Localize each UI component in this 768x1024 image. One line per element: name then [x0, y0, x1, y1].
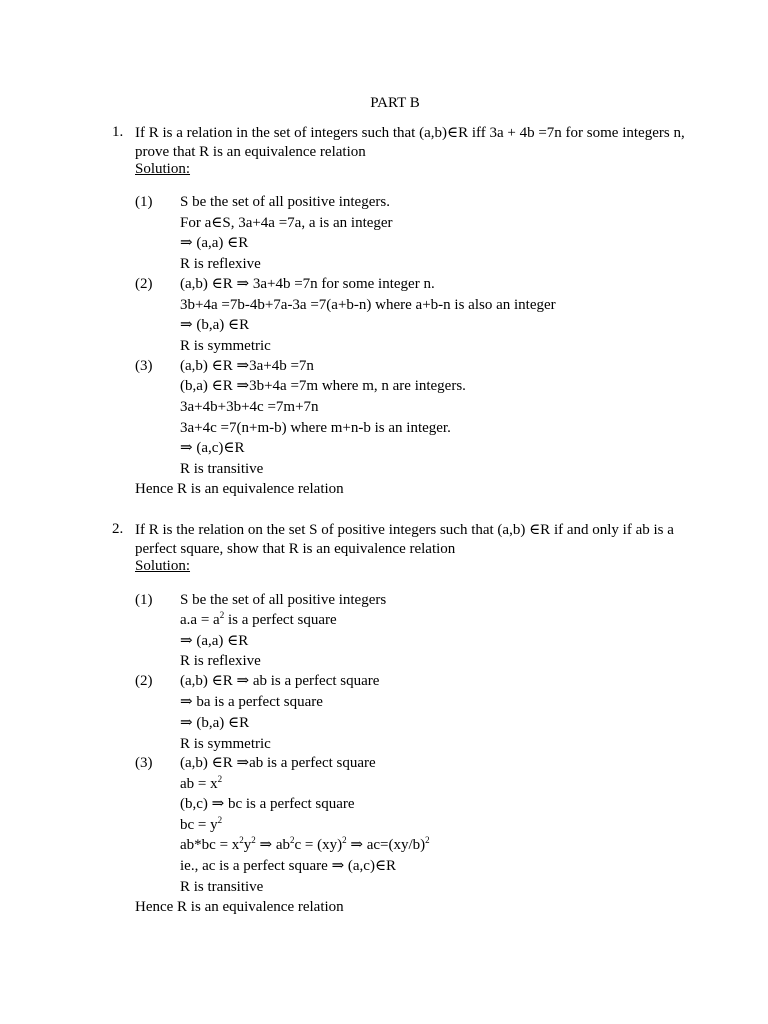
- proof-line: (a,b) ∈R ⇒ab is a perfect square: [180, 755, 376, 771]
- proof-line: 3a+4c =7(n+m-b) where m+n-b is an integer.: [180, 420, 451, 436]
- proof-line: ⇒ (a,a) ∈R: [180, 235, 249, 251]
- proof-line: For a∈S, 3a+4a =7a, a is an integer: [180, 215, 393, 231]
- proof-line: S be the set of all positive integers.: [180, 194, 390, 210]
- proof-line: (a,b) ∈R ⇒ ab is a perfect square: [180, 673, 380, 689]
- question-number: 2.: [112, 521, 124, 537]
- question-number: 1.: [112, 124, 124, 140]
- proof-line: (a,b) ∈R ⇒3a+4b =7n: [180, 358, 314, 374]
- proof-line: [180, 836, 430, 854]
- solution-label: Solution:: [135, 558, 191, 574]
- proof-line: ⇒ (a,a) ∈R: [180, 633, 249, 649]
- exponent: 2: [239, 835, 244, 845]
- question-text: If R is the relation on the set S of positive integers such that (a,b) ∈R if and only if ab is a perfect square, show that R is an equivalence relation: [135, 522, 674, 557]
- proof-line: R is symmetric: [180, 736, 271, 752]
- step-number: (1): [135, 592, 153, 608]
- math-text: ab*bc = x: [180, 837, 240, 853]
- proof-line: [180, 816, 222, 834]
- proof-line: (a,b) ∈R ⇒ 3a+4b =7n for some integer n.: [180, 276, 435, 292]
- exponent: 2: [217, 815, 223, 825]
- proof-line: ⇒ (b,a) ∈R: [180, 715, 250, 731]
- math-text: ⇒ ab: [255, 837, 291, 853]
- proof-line: 3b+4a =7b-4b+7a-3a =7(a+b-n) where a+b-n is also an integer: [180, 297, 556, 313]
- exponent: 2: [251, 835, 256, 845]
- proof-line: R is transitive: [180, 461, 264, 477]
- math-text: c = (xy): [294, 837, 343, 853]
- proof-line: ⇒ (b,a) ∈R: [180, 317, 250, 333]
- proof-line: [180, 775, 222, 793]
- exponent: 2: [290, 835, 295, 845]
- proof-line: [180, 611, 337, 629]
- page-title: PART B: [370, 95, 420, 111]
- step-number: (1): [135, 194, 153, 210]
- proof-line: S be the set of all positive integers: [180, 592, 387, 608]
- exponent: 2: [217, 774, 223, 784]
- step-number: (3): [135, 755, 153, 771]
- math-text: y: [243, 837, 252, 853]
- proof-line: R is transitive: [180, 879, 264, 895]
- math-text: ab = x: [180, 776, 218, 792]
- step-number: (2): [135, 276, 153, 292]
- exponent: 2: [219, 610, 225, 620]
- question-text: If R is a relation in the set of integers such that (a,b)∈R iff 3a + 4b =7n for some integers n, prove that R is an equivalence relation: [135, 125, 685, 160]
- proof-line: R is reflexive: [180, 653, 261, 669]
- conclusion-line: Hence R is an equivalence relation: [135, 899, 344, 915]
- step-number: (2): [135, 673, 153, 689]
- proof-line: 3a+4b+3b+4c =7m+7n: [180, 399, 319, 415]
- math-text: ⇒ ac=(xy/b): [346, 837, 426, 853]
- proof-line: ⇒ ba is a perfect square: [180, 694, 323, 710]
- proof-line: (b,c) ⇒ bc is a perfect square: [180, 796, 355, 812]
- math-text: a.a = a: [180, 612, 220, 628]
- math-text: is a perfect square: [224, 612, 337, 628]
- conclusion-line: Hence R is an equivalence relation: [135, 481, 344, 497]
- proof-line: ⇒ (a,c)∈R: [180, 440, 245, 456]
- proof-line: ie., ac is a perfect square ⇒ (a,c)∈R: [180, 858, 397, 874]
- proof-line: R is reflexive: [180, 256, 261, 272]
- step-number: (3): [135, 358, 153, 374]
- exponent: 2: [342, 835, 347, 845]
- solution-label: Solution:: [135, 161, 191, 177]
- proof-line: R is symmetric: [180, 338, 271, 354]
- proof-line: (b,a) ∈R ⇒3b+4a =7m where m, n are integers.: [180, 378, 466, 394]
- exponent: 2: [425, 835, 430, 845]
- math-text: bc = y: [180, 817, 218, 833]
